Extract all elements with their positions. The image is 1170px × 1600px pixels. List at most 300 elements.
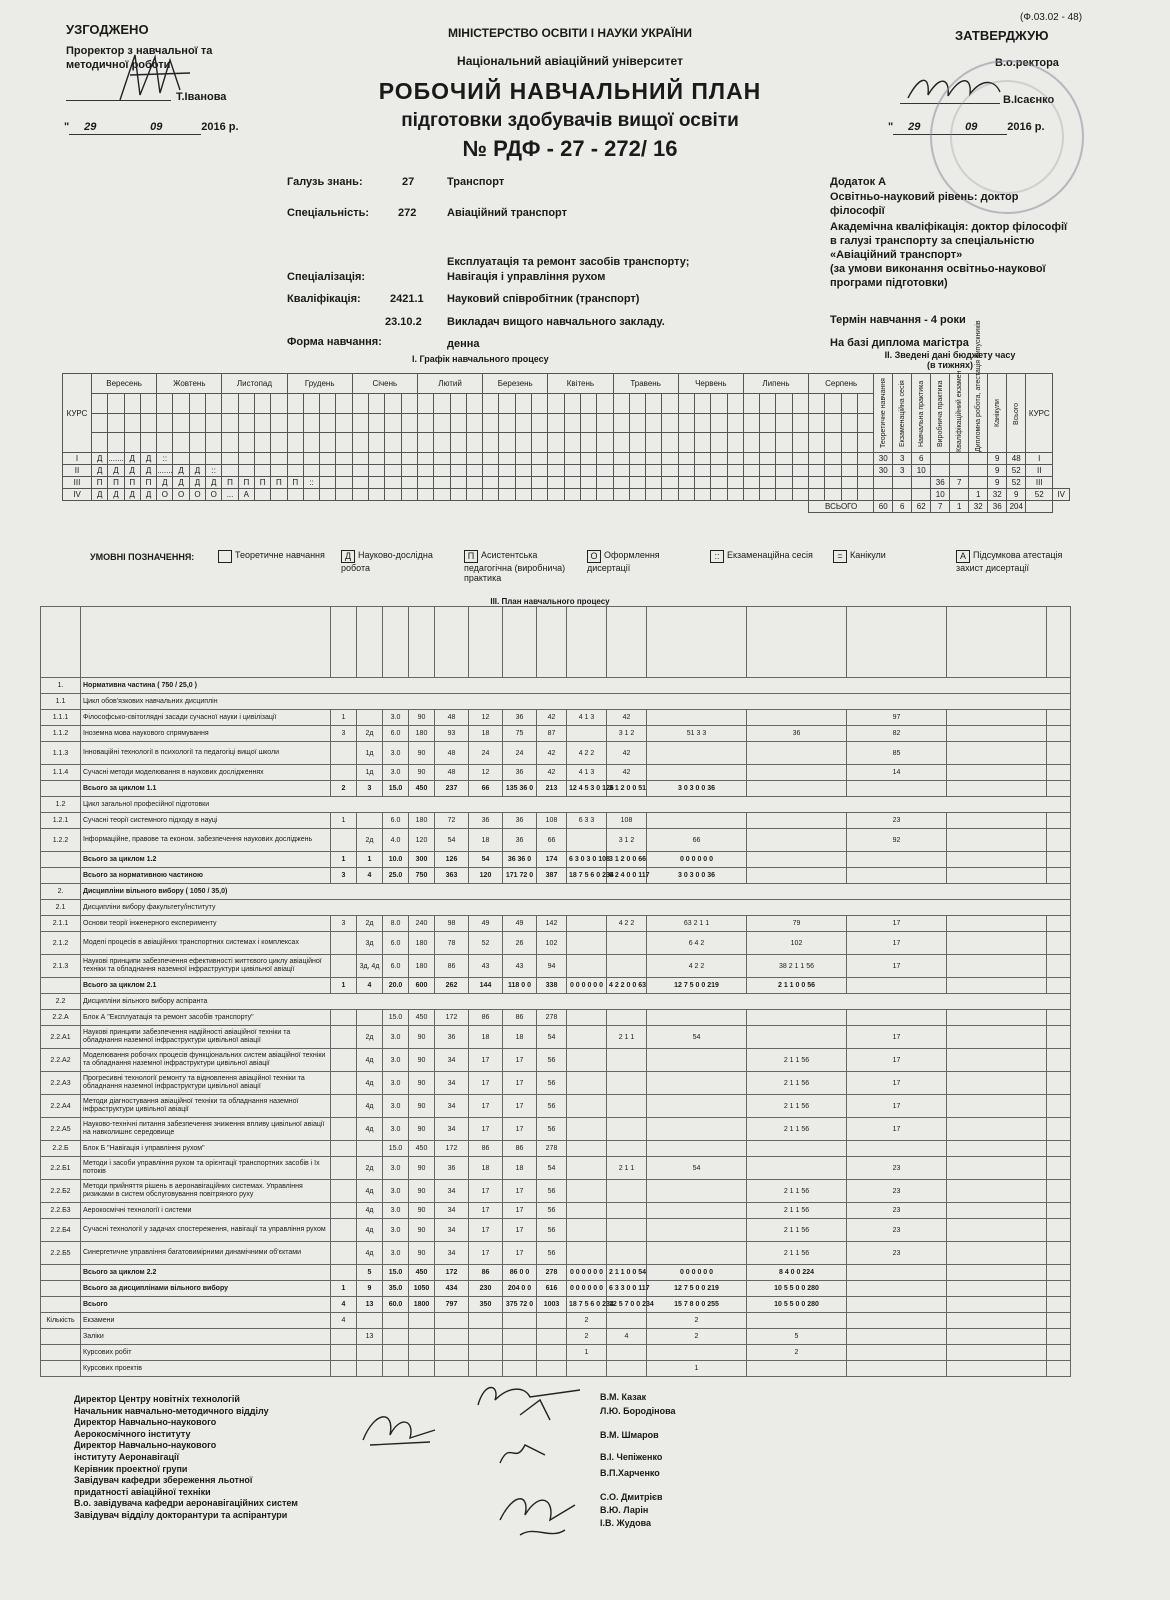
plan-discipline-name: Дисципліни вибору факультету/інституту: [81, 900, 1071, 916]
plan-value: [567, 1049, 607, 1072]
plan-code: [41, 852, 81, 868]
plan-value: 86: [435, 955, 469, 978]
schedule-week-cell: [140, 433, 156, 453]
schedule-week-cell: [189, 413, 205, 433]
form-code: (Ф.03.02 - 48): [1020, 12, 1083, 23]
plan-value: 434: [435, 1281, 469, 1297]
schedule-cell: [466, 477, 482, 489]
plan-code: 2.2: [41, 994, 81, 1010]
signature-role: Директор Навчально-наукового: [74, 1440, 217, 1451]
plan-code: 1.1.4: [41, 765, 81, 781]
plan-value: 1800: [409, 1297, 435, 1313]
schedule-week-cell: [157, 393, 173, 413]
plan-value: [331, 1118, 357, 1141]
schedule-cell: [727, 465, 743, 477]
plan-value: 213: [537, 781, 567, 797]
schedule-cell: [564, 489, 580, 501]
schedule-cell: [189, 453, 205, 465]
plan-value: 3: [331, 868, 357, 884]
signature-name: В.П.Харченко: [600, 1468, 660, 1478]
plan-value: [947, 742, 1047, 765]
schedule-month: Жовтень: [157, 374, 222, 394]
plan-value: [947, 1313, 1047, 1329]
budget-value: 1: [969, 489, 988, 501]
budget-value: 9: [988, 453, 1007, 465]
plan-value: [567, 1010, 607, 1026]
plan-value: 9: [357, 1281, 383, 1297]
schedule-cell: [352, 477, 368, 489]
schedule-week-cell: [760, 433, 776, 453]
plan-value: [409, 1329, 435, 1345]
plan-value: [1047, 1072, 1071, 1095]
legend-item: [833, 550, 951, 563]
plan-value: [1047, 765, 1071, 781]
budget-value: [931, 453, 950, 465]
schedule-week-cell: [711, 413, 727, 433]
schedule-course: I: [63, 453, 92, 465]
schedule-cell: Д: [173, 477, 189, 489]
plan-value: 36: [469, 813, 503, 829]
schedule-course-right: III: [1026, 477, 1053, 489]
plan-value: [647, 1180, 747, 1203]
plan-value: 4д: [357, 1242, 383, 1265]
schedule-cell: [548, 453, 564, 465]
plan-code: [41, 1329, 81, 1345]
plan-value: [435, 1361, 469, 1377]
plan-value: [947, 1072, 1047, 1095]
plan-value: 2 1 1 0 0 56: [747, 978, 847, 994]
plan-discipline-name: Методи прийняття рішень в аеронавігаційних системах. Управління ризиками в систем обслуговування повітряного руху: [81, 1180, 331, 1203]
plan-value: 79: [747, 916, 847, 932]
schedule-cell: [417, 453, 433, 465]
schedule-cell: [629, 489, 645, 501]
plan-value: 12: [469, 765, 503, 781]
plan-value: [435, 1313, 469, 1329]
signature-role: Керівник проектної групи: [74, 1463, 188, 1474]
budget-value: [893, 477, 912, 489]
plan-value: 18: [503, 1157, 537, 1180]
schedule-cell: [222, 465, 238, 477]
plan-value: [331, 1180, 357, 1203]
schedule-month: Вересень: [92, 374, 157, 394]
schedule-week-cell: [629, 413, 645, 433]
plan-value: [1047, 1242, 1071, 1265]
plan-value: [435, 1329, 469, 1345]
plan-value: [567, 1242, 607, 1265]
agreed-name: Т.Іванова: [176, 91, 227, 103]
schedule-week-cell: [548, 413, 564, 433]
plan-value: [947, 1297, 1047, 1313]
plan-value: 1: [331, 813, 357, 829]
plan-value: 56: [537, 1095, 567, 1118]
schedule-week-cell: [825, 413, 841, 433]
plan-value: 98: [435, 916, 469, 932]
schedule-cell: [401, 465, 417, 477]
plan-value: 82: [847, 726, 947, 742]
plan-value: [1047, 1049, 1071, 1072]
plan-value: 6 4 2: [647, 932, 747, 955]
specialization-line1: Експлуатація та ремонт засобів транспорту;: [447, 256, 690, 268]
plan-value: 0 0 0 0 0 0: [647, 1265, 747, 1281]
plan-value: 278: [537, 1265, 567, 1281]
schedule-week-cell: [776, 393, 792, 413]
budget-header: Дипломна робота, атестація випускників: [969, 374, 988, 453]
plan-value: 180: [409, 726, 435, 742]
schedule-week-cell: [369, 433, 385, 453]
schedule-cell: [466, 453, 482, 465]
plan-value: 797: [435, 1297, 469, 1313]
plan-value: 3.0: [383, 710, 409, 726]
schedule-cell: [352, 453, 368, 465]
schedule-cell: [271, 465, 287, 477]
plan-row: [41, 813, 1071, 829]
budget-header: Канікули: [988, 374, 1007, 453]
plan-value: [947, 1242, 1047, 1265]
plan-value: [1047, 726, 1071, 742]
schedule-week-cell: [385, 393, 401, 413]
plan-value: 2: [331, 781, 357, 797]
budget-value: 9: [988, 465, 1007, 477]
plan-value: 2 1 1 56: [747, 1049, 847, 1072]
plan-value: 172: [435, 1010, 469, 1026]
plan-value: 600: [409, 978, 435, 994]
schedule-week-cell: [271, 413, 287, 433]
schedule-week-cell: [809, 433, 825, 453]
schedule-cell: [532, 489, 548, 501]
schedule-cell: [254, 489, 270, 501]
plan-row: [41, 829, 1071, 852]
schedule-cell: [336, 477, 352, 489]
schedule-cell: П: [238, 477, 254, 489]
budget-value: [912, 489, 931, 501]
plan-value: 4д: [357, 1095, 383, 1118]
plan-discipline-name: Сучасні теорії системного підходу в науці: [81, 813, 331, 829]
schedule-cell: [792, 477, 808, 489]
schedule-week-cell: [597, 393, 613, 413]
plan-code: 1.1.3: [41, 742, 81, 765]
plan-code: 1.2.2: [41, 829, 81, 852]
plan-value: [567, 1095, 607, 1118]
plan-value: 34: [435, 1203, 469, 1219]
plan-value: 17: [503, 1203, 537, 1219]
plan-row: [41, 1313, 1071, 1329]
schedule-cell: [532, 465, 548, 477]
plan-header-cell: [81, 607, 331, 678]
plan-value: 23: [847, 1242, 947, 1265]
plan-value: 18 7 5 6 0 234: [567, 1297, 607, 1313]
plan-value: 56: [537, 1180, 567, 1203]
plan-value: [747, 742, 847, 765]
plan-value: 18: [503, 1026, 537, 1049]
schedule-cell: Д: [140, 465, 156, 477]
plan-value: 15.0: [383, 781, 409, 797]
plan-value: 4 2 2 0 0 63: [607, 978, 647, 994]
plan-value: 2: [567, 1313, 607, 1329]
specialty-code: 272: [398, 207, 417, 219]
plan-value: [947, 1157, 1047, 1180]
budget-header: Кваліфікаційний екзамен: [950, 374, 969, 453]
plan-header-cell: [503, 607, 537, 678]
schedule-cell: Д: [108, 489, 124, 501]
plan-value: 90: [409, 1242, 435, 1265]
schedule-cell: [841, 465, 857, 477]
schedule-cell: [711, 465, 727, 477]
plan-value: [647, 813, 747, 829]
plan-discipline-name: Аерокосмічні технології і системи: [81, 1203, 331, 1219]
plan-header-cell: [383, 607, 409, 678]
plan-value: 48: [435, 742, 469, 765]
schedule-week-cell: [189, 433, 205, 453]
plan-value: 2: [647, 1329, 747, 1345]
budget-value: 30: [874, 465, 893, 477]
plan-value: 1003: [537, 1297, 567, 1313]
legend-text: Екзаменаційна сесія: [727, 550, 813, 560]
plan-code: 1.1: [41, 694, 81, 710]
plan-value: [947, 932, 1047, 955]
plan-value: 42: [607, 765, 647, 781]
schedule-cell: [776, 489, 792, 501]
plan-value: 90: [409, 742, 435, 765]
plan-value: [647, 1095, 747, 1118]
schedule-cell: [254, 453, 270, 465]
plan-header-row: [41, 607, 1071, 678]
plan-value: 3д: [357, 932, 383, 955]
schedule-week-cell: [401, 393, 417, 413]
plan-code: 2.: [41, 884, 81, 900]
plan-value: 2 1 1 56: [747, 1219, 847, 1242]
signature-scribble-1: [355, 1400, 445, 1455]
schedule-cell: [417, 465, 433, 477]
plan-value: 278: [537, 1010, 567, 1026]
legend-text: Асистентська педагогічна (виробнича) практика: [464, 550, 566, 583]
schedule-week-cell: [466, 393, 482, 413]
plan-value: 2: [567, 1329, 607, 1345]
plan-value: 0 0 0 0 0 0: [567, 1265, 607, 1281]
schedule-cell: [385, 453, 401, 465]
specialty-label: Спеціальність:: [287, 207, 370, 219]
signature-role: інституту Аеронавігації: [74, 1451, 180, 1462]
schedule-cell: [401, 489, 417, 501]
schedule-cell: [629, 477, 645, 489]
schedule-week-cell: [841, 393, 857, 413]
schedule-cell: [434, 465, 450, 477]
schedule-week-cell: [711, 433, 727, 453]
plan-value: 0 0 0 0 0 0: [647, 852, 747, 868]
plan-header-cell: [947, 607, 1047, 678]
schedule-cell: [825, 465, 841, 477]
schedule-cell: Д: [140, 453, 156, 465]
plan-value: [647, 710, 747, 726]
schedule-total-end: [1026, 501, 1053, 513]
plan-value: [747, 813, 847, 829]
approved-role: В.о.ректора: [995, 57, 1059, 69]
schedule-cell: [238, 453, 254, 465]
schedule-week-cell: [417, 433, 433, 453]
plan-section-row: [41, 797, 1071, 813]
schedule-cell: [401, 453, 417, 465]
plan-value: [331, 1026, 357, 1049]
plan-value: [1047, 1297, 1071, 1313]
plan-value: 3 1 2 0 0 66: [607, 852, 647, 868]
plan-value: 120: [469, 868, 503, 884]
plan-value: [947, 852, 1047, 868]
plan-table: [40, 606, 1071, 1377]
plan-value: [947, 1118, 1047, 1141]
schedule-week-cell: [401, 433, 417, 453]
schedule-week-cell: [108, 433, 124, 453]
plan-value: 6.0: [383, 932, 409, 955]
appendix-level: Освітньо-науковий рівень: доктор філософії: [830, 191, 1019, 217]
schedule-cell: [857, 489, 873, 501]
schedule-week-cell: [140, 413, 156, 433]
schedule-cell: П: [108, 477, 124, 489]
field-code: 27: [402, 176, 415, 188]
plan-discipline-name: Нормативна частина ( 750 / 25,0 ): [81, 678, 1071, 694]
plan-value: [607, 1242, 647, 1265]
plan-value: 17: [469, 1118, 503, 1141]
plan-value: [331, 1329, 357, 1345]
plan-value: 56: [537, 1049, 567, 1072]
plan-value: 4 2 2: [607, 916, 647, 932]
schedule-cell: [760, 489, 776, 501]
schedule-cell: Д: [124, 465, 140, 477]
schedule-total-value: 36: [988, 501, 1007, 513]
schedule-week-cell: [434, 413, 450, 433]
legend-item: [464, 550, 582, 583]
schedule-week-cell: [124, 393, 140, 413]
plan-value: 56: [537, 1203, 567, 1219]
plan-row: [41, 955, 1071, 978]
plan-value: 17: [847, 932, 947, 955]
plan-value: 1д: [357, 742, 383, 765]
schedule-cell: [727, 453, 743, 465]
schedule-week-cell: [450, 413, 466, 433]
schedule-week-cell: [320, 433, 336, 453]
schedule-cell: [499, 453, 515, 465]
plan-value: [607, 1118, 647, 1141]
schedule-cell: [727, 489, 743, 501]
plan-value: 144: [469, 978, 503, 994]
plan-value: [567, 1118, 607, 1141]
budget-value: [931, 465, 950, 477]
schedule-cell: [320, 489, 336, 501]
plan-value: 34: [435, 1118, 469, 1141]
plan-value: [947, 710, 1047, 726]
plan-value: [947, 1219, 1047, 1242]
plan-code: 2.1.3: [41, 955, 81, 978]
plan-code: 1.1.2: [41, 726, 81, 742]
plan-value: 36: [503, 829, 537, 852]
plan-value: [567, 1026, 607, 1049]
schedule-header-row: [63, 374, 1070, 394]
schedule-cell: [580, 477, 596, 489]
plan-value: 42: [537, 765, 567, 781]
plan-value: [357, 1345, 383, 1361]
plan-code: 2.1: [41, 900, 81, 916]
plan-value: [847, 1281, 947, 1297]
schedule-cell: [792, 489, 808, 501]
plan-row: [41, 1203, 1071, 1219]
plan-value: 17: [503, 1180, 537, 1203]
plan-row: [41, 742, 1071, 765]
plan-code: [41, 1265, 81, 1281]
plan-discipline-name: Сучасні методи моделювання в наукових дослідженнях: [81, 765, 331, 781]
schedule-week-cell: [499, 413, 515, 433]
plan-value: 2 1 1 56: [747, 1095, 847, 1118]
plan-value: 0 0 0 0 0 0: [567, 978, 607, 994]
schedule-week-cell: [580, 393, 596, 413]
plan-value: 4 1 3: [567, 710, 607, 726]
plan-value: [567, 1203, 607, 1219]
plan-value: 3.0: [383, 742, 409, 765]
schedule-cell: [483, 489, 499, 501]
plan-code: 1.1.1: [41, 710, 81, 726]
schedule-week-cell: [320, 413, 336, 433]
schedule-week-cell: [254, 393, 270, 413]
schedule-cell: П: [92, 477, 108, 489]
plan-code: 2.2.Б1: [41, 1157, 81, 1180]
schedule-cell: [597, 465, 613, 477]
budget-value: 9: [1007, 489, 1026, 501]
plan-code: 2.2.Б: [41, 1141, 81, 1157]
schedule-cell: [711, 489, 727, 501]
plan-code: 2.2.А2: [41, 1049, 81, 1072]
schedule-week-cell: [287, 393, 303, 413]
plan-value: 6.0: [383, 955, 409, 978]
signature-role: Директор Центру новітніх технологій: [74, 1394, 240, 1404]
budget-value: 52: [1007, 477, 1026, 489]
plan-value: [947, 726, 1047, 742]
schedule-week-cell: [92, 393, 108, 413]
plan-value: [647, 765, 747, 781]
plan-value: 6.0: [383, 726, 409, 742]
plan-value: 3: [331, 916, 357, 932]
schedule-week-cell: [271, 433, 287, 453]
plan-row: [41, 710, 1071, 726]
schedule-course-right: II: [1026, 465, 1053, 477]
schedule-cell: Д: [173, 465, 189, 477]
plan-value: [331, 1265, 357, 1281]
plan-value: 48: [435, 710, 469, 726]
plan-value: [747, 1313, 847, 1329]
plan-header-cell: [647, 607, 747, 678]
schedule-week-cell: [743, 433, 759, 453]
plan-value: [331, 1157, 357, 1180]
plan-value: 18: [469, 726, 503, 742]
schedule-cell: [613, 477, 629, 489]
plan-value: 25.0: [383, 868, 409, 884]
schedule-cell: [369, 453, 385, 465]
schedule-total-value: 62: [912, 501, 931, 513]
plan-value: [1047, 978, 1071, 994]
schedule-week-cell: [564, 413, 580, 433]
plan-value: [537, 1345, 567, 1361]
legend-symbol-box: П: [464, 550, 478, 563]
schedule-week-cell: [580, 433, 596, 453]
plan-value: 3.0: [383, 1026, 409, 1049]
signature-name: І.В. Жудова: [600, 1518, 652, 1528]
schedule-week-cell: [140, 393, 156, 413]
schedule-cell: [646, 477, 662, 489]
plan-value: 2 1 1 56: [747, 1242, 847, 1265]
signature-role: В.о. завідувача кафедри аеронавігаційних систем: [74, 1498, 298, 1509]
plan-value: [747, 868, 847, 884]
schedule-week-cell: [92, 413, 108, 433]
plan-value: 78: [435, 932, 469, 955]
schedule-week-cell: [825, 393, 841, 413]
signature-role: Аерокосмічного інституту: [74, 1428, 191, 1439]
approved-name: В.Ісаєнко: [1003, 94, 1055, 106]
